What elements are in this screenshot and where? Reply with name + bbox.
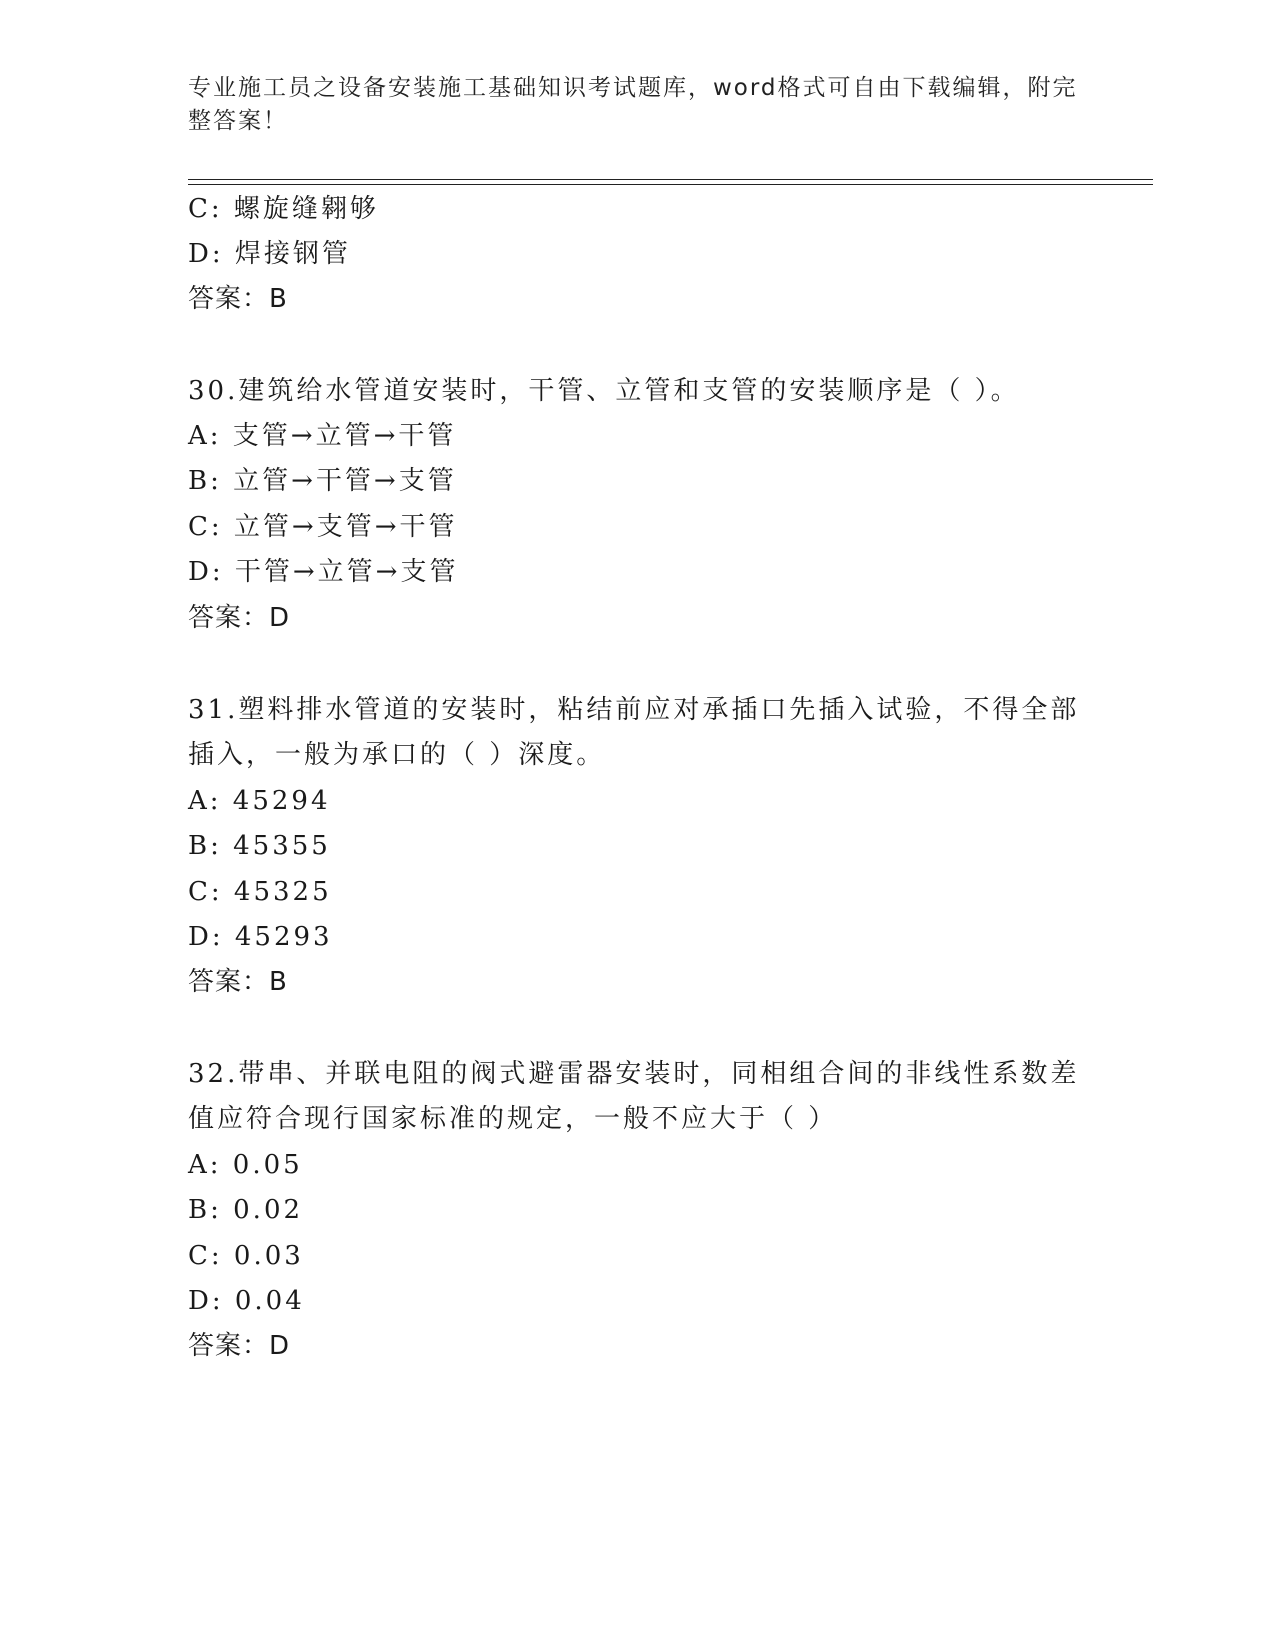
q30-stem: 30.建筑给水管道安装时，干管、立管和支管的安装顺序是（ ）。 xyxy=(188,376,1020,406)
header-line-1: 专业施工员之设备安装施工基础知识考试题库，word格式可自由下载编辑，附完 xyxy=(188,75,1078,101)
document-header xyxy=(188,72,1088,138)
prev-option-c: C: 螺旋缝翱够 xyxy=(188,194,379,224)
q32-stem-line-1: 32.带串、并联电阻的阀式避雷器安装时，同相组合间的非线性系数差 xyxy=(188,1059,1080,1089)
prev-option-d: D: 焊接钢管 xyxy=(188,239,351,269)
q30-option-a: A: 支管→立管→干管 xyxy=(188,421,457,451)
header-divider-top xyxy=(188,179,1153,180)
q31-option-d: D: 45293 xyxy=(188,922,333,952)
q31-option-c: C: 45325 xyxy=(188,877,332,907)
q31-stem-line-2: 插入，一般为承口的（ ）深度。 xyxy=(188,740,606,770)
q30-option-d: D: 干管→立管→支管 xyxy=(188,557,459,587)
header-line-2: 整答案！ xyxy=(188,108,288,134)
q31-answer: 答案：B xyxy=(188,967,288,997)
q30-option-c: C: 立管→支管→干管 xyxy=(188,512,458,542)
q30-option-b: B: 立管→干管→支管 xyxy=(188,466,457,496)
q32-answer: 答案：D xyxy=(188,1331,291,1361)
q32-option-a: A: 0.05 xyxy=(188,1150,303,1180)
q32-option-d: D: 0.04 xyxy=(188,1286,305,1316)
q30-answer: 答案：D xyxy=(188,603,291,633)
q32-option-b: B: 0.02 xyxy=(188,1195,304,1225)
prev-answer: 答案：B xyxy=(188,284,288,314)
q32-stem-line-2: 值应符合现行国家标准的规定，一般不应大于（ ） xyxy=(188,1104,838,1134)
q32-option-c: C: 0.03 xyxy=(188,1241,304,1271)
header-divider-bottom xyxy=(188,184,1153,185)
q31-option-b: B: 45355 xyxy=(188,831,331,861)
q31-stem-line-1: 31.塑料排水管道的安装时，粘结前应对承插口先插入试验，不得全部 xyxy=(188,695,1080,725)
q31-option-a: A: 45294 xyxy=(188,786,331,816)
